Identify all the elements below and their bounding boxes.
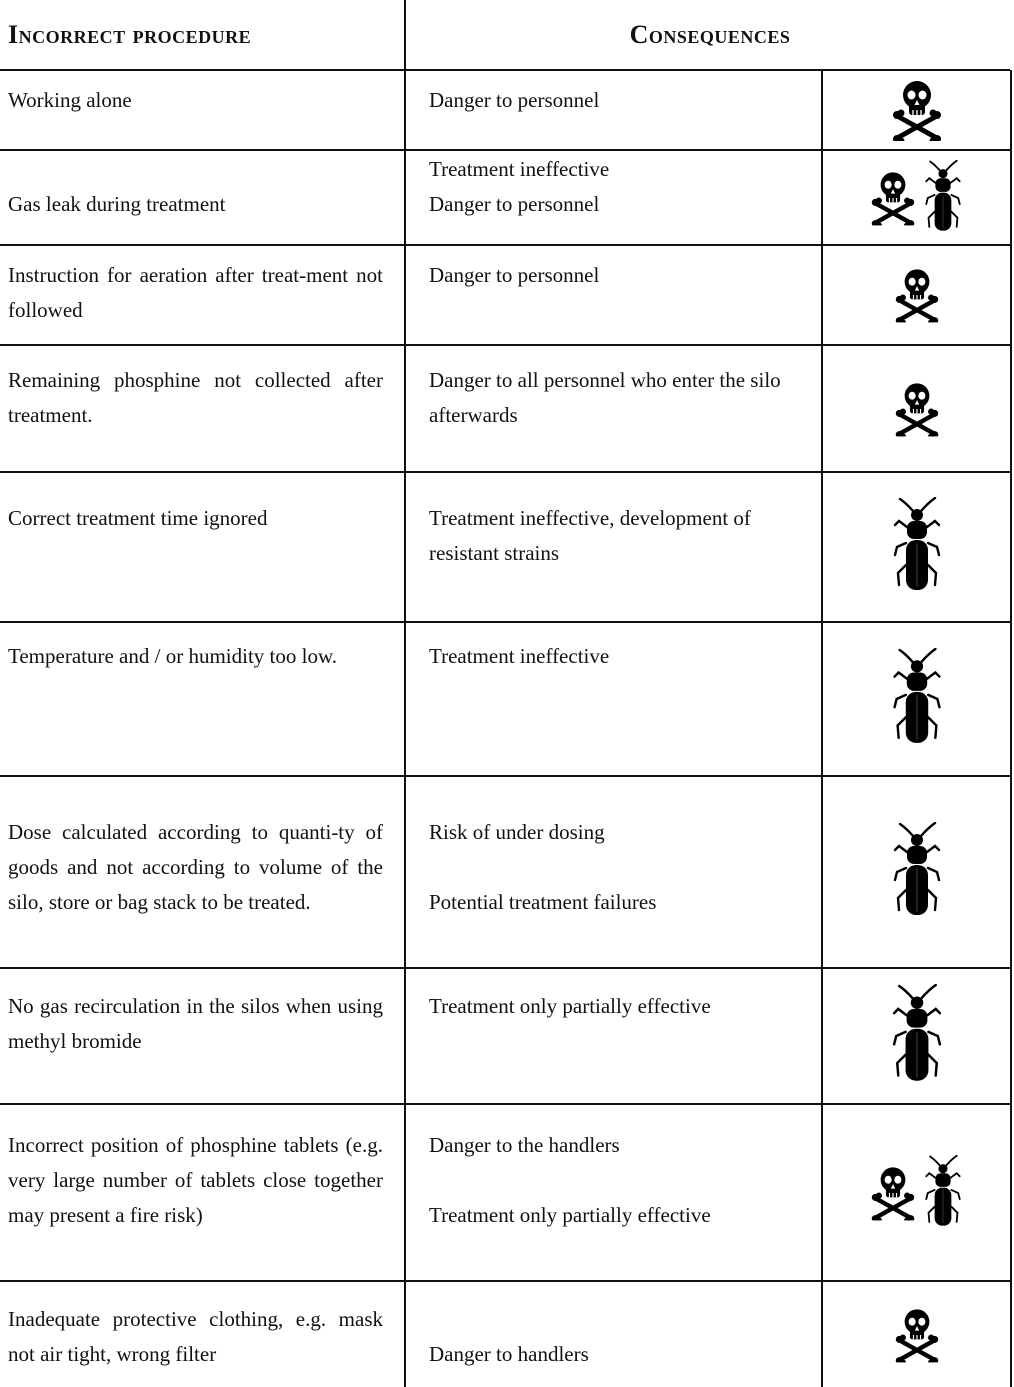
consequence-text: Treatment ineffective	[429, 644, 610, 668]
procedure-text: Correct treatment time ignored	[8, 506, 268, 530]
procedure-text: Working alone	[8, 88, 132, 112]
hazard-icons	[824, 777, 1010, 967]
consequence-list	[429, 1128, 809, 1233]
consequence-text: Risk of under dosing	[429, 820, 605, 844]
consequence-text: Treatment ineffective, development of resistant strains	[429, 506, 751, 565]
procedure-text: Remaining phosphine not collected after treatment.	[8, 368, 383, 427]
procedure-text: No gas recirculation in the silos when using methyl bromide	[8, 994, 383, 1053]
table-row	[0, 777, 1014, 967]
table-row	[0, 1105, 1014, 1280]
consequence-list	[429, 152, 809, 222]
beetle-icon	[890, 648, 944, 750]
procedure-text: Inadequate protective clothing, e.g. mask not air tight, wrong filter	[8, 1307, 383, 1366]
hazard-icons	[824, 1105, 1010, 1280]
table-row	[0, 623, 1014, 775]
hazard-icons	[824, 346, 1010, 471]
consequence-text: Treatment ineffective	[429, 157, 610, 181]
consequence-text: Danger to the handlers	[429, 1133, 620, 1157]
table-row	[0, 246, 1014, 344]
procedure-text: Incorrect position of phosphine tablets (e.g. very large number of tablets close together may present a fire risk)	[8, 1133, 383, 1227]
consequence-text: Danger to personnel	[429, 192, 600, 216]
procedure-text: Dose calculated according to quanti-ty of goods and not according to volume of the silo, store or bag stack to be treated.	[8, 820, 383, 914]
beetle-icon	[890, 984, 944, 1088]
skull-crossbones-icon	[894, 264, 940, 326]
hazard-icons	[824, 473, 1010, 621]
hazard-icons	[824, 969, 1010, 1103]
table-row	[0, 969, 1014, 1103]
consequence-text: Danger to all personnel who enter the silo afterwards	[429, 368, 781, 427]
hazard-icons	[824, 623, 1010, 775]
header-incorrect-procedure: Incorrect procedure	[8, 20, 252, 49]
hazard-icons	[824, 71, 1010, 149]
beetle-icon	[890, 497, 944, 597]
skull-crossbones-icon	[870, 170, 916, 226]
table-row	[0, 1282, 1014, 1387]
hazard-icons	[824, 246, 1010, 344]
consequence-text: Treatment only partially effective	[429, 1203, 711, 1227]
skull-crossbones-icon	[870, 1165, 916, 1221]
beetle-icon	[890, 822, 944, 922]
header-consequences: Consequences	[629, 20, 791, 49]
procedure-text: Gas leak during treatment	[8, 192, 226, 216]
consequence-list	[429, 815, 809, 920]
beetle-icon	[922, 1155, 964, 1231]
skull-crossbones-icon	[894, 378, 940, 440]
consequence-text: Potential treatment failures	[429, 890, 657, 914]
table-header	[0, 0, 1014, 70]
table-row	[0, 346, 1014, 471]
hazard-icons	[824, 151, 1010, 244]
skull-crossbones-icon	[891, 79, 943, 141]
consequence-text: Danger to personnel	[429, 263, 600, 287]
consequence-text: Danger to handlers	[429, 1342, 589, 1366]
table-row	[0, 473, 1014, 621]
procedure-text: Instruction for aeration after treat-ment not followed	[8, 263, 383, 322]
skull-crossbones-icon	[894, 1304, 940, 1366]
table-row	[0, 71, 1014, 149]
consequence-text: Treatment only partially effective	[429, 994, 711, 1018]
table-row	[0, 151, 1014, 244]
beetle-icon	[922, 160, 964, 236]
procedure-text: Temperature and / or humidity too low.	[8, 644, 338, 668]
hazard-icons	[824, 1282, 1010, 1387]
consequence-text: Danger to personnel	[429, 88, 600, 112]
